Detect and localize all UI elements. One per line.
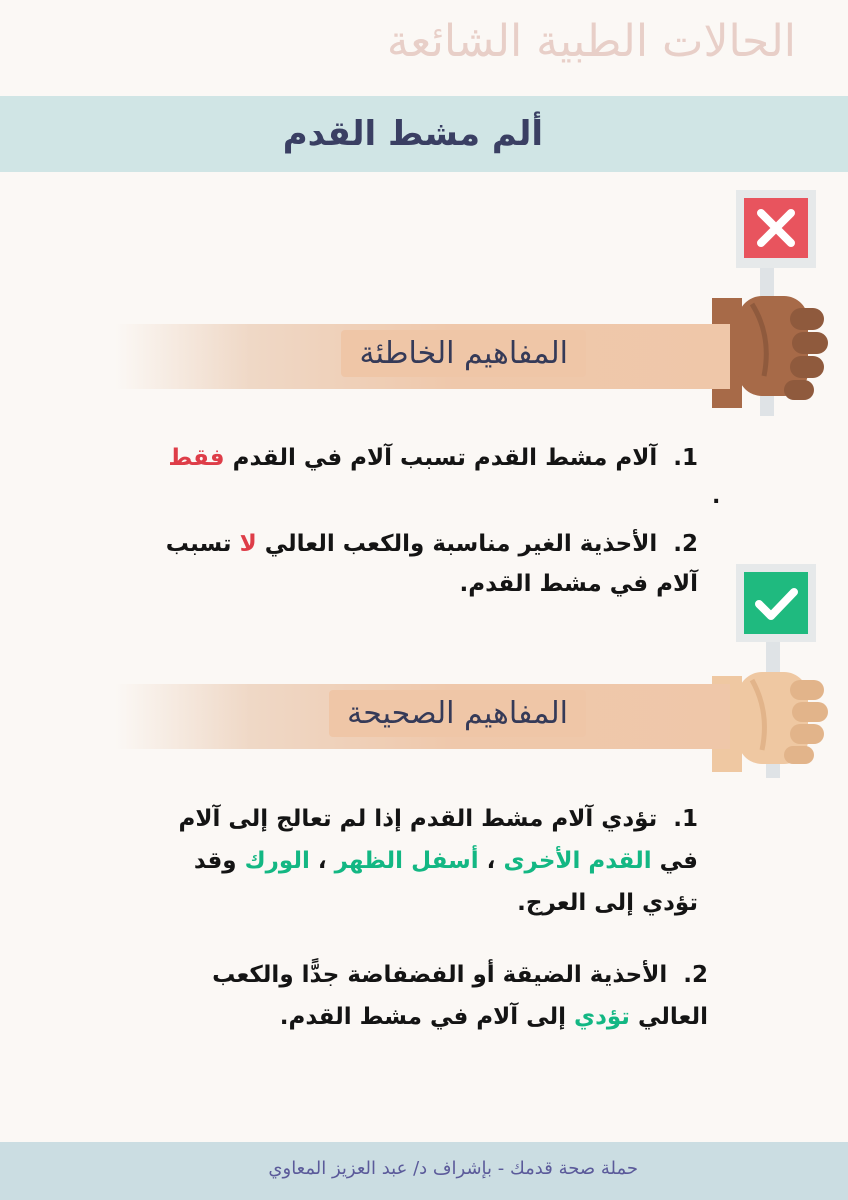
wrong-sign-graphic — [712, 186, 840, 418]
correct-item-1-highlight-3: الورك — [244, 848, 310, 874]
page-title: الحالات الطبية الشائعة — [386, 16, 796, 67]
wrong-heading: المفاهيم الخاطئة — [341, 330, 586, 377]
separator: ، — [486, 848, 496, 874]
page-subtitle: ألم مشط القدم — [282, 114, 543, 154]
correct-item-2-text-before: الأحذية الضيقة أو الفضفاضة جدًّا والكعب العالي — [212, 962, 708, 1030]
footer-credit: حملة صحة قدمك - بإشراف د/ عبد العزيز المعاوي — [268, 1158, 638, 1179]
correct-item-1-highlight-2: أسفل الظهر — [334, 848, 479, 874]
correct-item-1-text-before: تؤدي آلام مشط القدم إذا لم تعالج إلى آلام في — [178, 806, 698, 874]
list-number: 1. — [673, 445, 698, 471]
wrong-item-1-highlight: فقط — [168, 445, 225, 471]
wrong-item-2-text-before: الأحذية الغير مناسبة والكعب العالي — [264, 531, 658, 557]
correct-item-2-highlight: تؤدي — [573, 1004, 630, 1030]
list-number: 1. — [673, 806, 698, 832]
wrong-item-1-text: آلام مشط القدم تسبب آلام في القدم — [232, 445, 658, 471]
correct-heading: المفاهيم الصحيحة — [329, 690, 586, 737]
wrong-item-1 — [138, 438, 698, 478]
correct-item-1 — [138, 798, 698, 924]
wrong-item-2-text-after: تسبب آلام في مشط القدم. — [165, 531, 698, 597]
check-sign-icon — [744, 572, 808, 634]
correct-item-1-highlight-1: القدم الأخرى — [503, 848, 652, 874]
separator: ، — [317, 848, 327, 874]
list-number: 2. — [683, 962, 708, 988]
correct-item-1-text-after: وقد تؤدي إلى العرج. — [193, 848, 698, 916]
wrong-item-2 — [138, 524, 698, 604]
correct-item-2-text-after: إلى آلام في مشط القدم. — [279, 1004, 566, 1030]
correct-sign-graphic — [712, 564, 840, 778]
correct-item-2 — [168, 954, 708, 1038]
stray-period: . — [712, 484, 721, 509]
list-number: 2. — [673, 531, 698, 557]
wrong-item-2-highlight: لا — [239, 531, 257, 557]
